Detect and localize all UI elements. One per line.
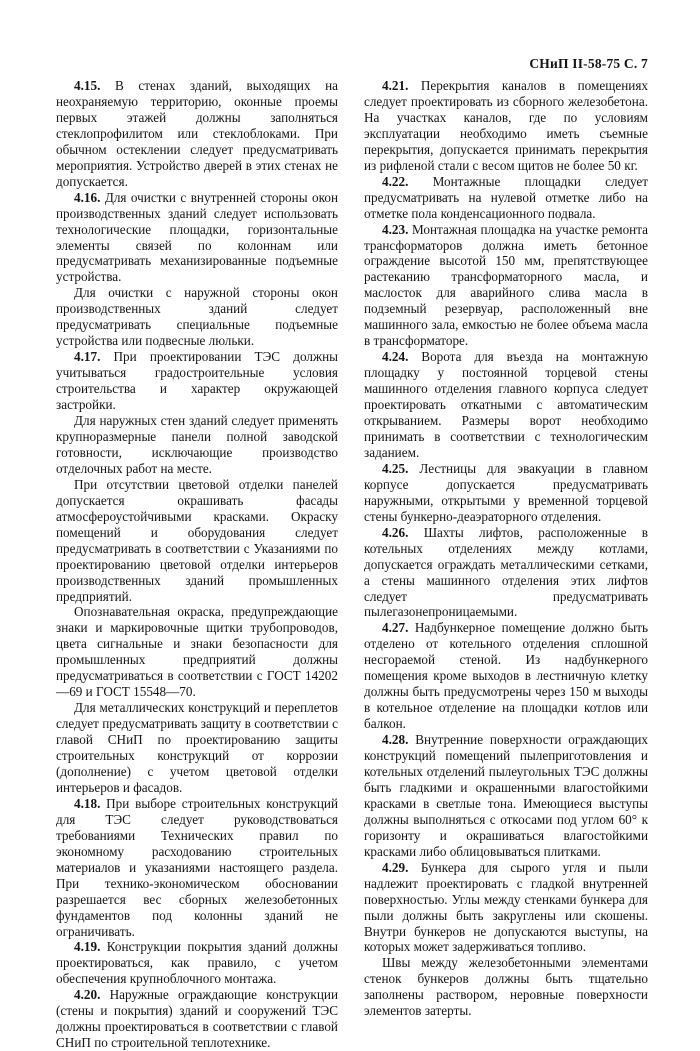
paragraph-text: Опознавательная окраска, предупреждающие знаки и маркировочные щитки трубопроводов, цвета сигнальные и знаки безопасности для промышленных предприятий должны предусматриваться в соответствии с ГОСТ 14202—69 и ГОСТ 15548—70.: [56, 604, 338, 700]
clause-number: 4.21.: [382, 78, 409, 93]
clause-number: 4.23.: [382, 221, 409, 237]
paragraph-4-17: [56, 349, 338, 413]
paragraph-text: При выборе строительных конструкций для ТЭС следует руководствоваться требованиями Технических правил по экономному расходованию строительных материалов и указаниями настоящего раздела. При технико-экономическом обосновании разрешается вес сборных железобетонных фундаментов под колонны зданий не ограничивать.: [56, 795, 339, 939]
paragraph-text: Шахты лифтов, расположенные в котельных отделениях между котлами, допускается ограждать металлическими сетками, а стены машинного отделения этих лифтов следует предусматривать пылегазонепроницаемыми.: [364, 524, 649, 620]
clause-number: 4.22.: [382, 173, 409, 189]
clause-number: 4.26.: [382, 524, 409, 540]
paragraph-4-21: [364, 78, 648, 174]
paragraph-text: Конструкции покрытия зданий должны проектироваться, как правило, с учетом обеспечения крупноблочного монтажа.: [56, 939, 338, 987]
paragraph-4-20: [56, 987, 338, 1051]
paragraph-4-29: [364, 860, 648, 956]
paragraph-4-27: [364, 620, 648, 732]
paragraph-text: Монтажная площадка на участке ремонта трансформаторов должна иметь бетонное ограждение высотой 150 мм, препятствующее растеканию трансформаторного масла, и маслосток для аварийного слива масла в подземный резервуар, расположенный вне машинного зала, емкостью не более объема масла в трансформаторе.: [364, 221, 649, 349]
paragraph-text: Наружные ограждающие конструкции (стены и покрытия) зданий и сооружений ТЭС должны проектироваться в соответствии с главой СНиП по строительной теплотехнике.: [56, 987, 339, 1051]
paragraph-text: Швы между железобетонными элементами стенок бункеров должны быть тщательно заполнены раствором, неровные поверхности элементов затерты.: [364, 955, 648, 1019]
paragraph: [364, 955, 648, 1019]
paragraph-text: При отсутствии цветовой отделки панелей допускается окрашивать фасады атмосфероустойчивыми красками. Окраску помещений и оборудования следует предусматривать в соответствии с Указаниями по проектированию цветовой отделки интерьеров производственных зданий промышленных предприятий.: [56, 476, 338, 604]
paragraph-4-22: [364, 174, 648, 222]
paragraph-4-26: [364, 525, 648, 621]
clause-number: 4.25.: [382, 460, 409, 476]
paragraph: [56, 285, 338, 349]
paragraph-text: Перекрытия каналов в помещениях следует проектировать из сборного железобетона. На участках каналов, где по условиям эксплуатации необходимо иметь съемные перекрытия, допускается принимать перекрытия из рифленой стали с весом щитов не более 50 кг.: [364, 78, 649, 173]
paragraph-4-24: [364, 349, 648, 461]
clause-number: 4.18.: [74, 795, 101, 811]
left-column: [56, 78, 338, 1051]
paragraph-text: Ворота для въезда на монтажную площадку у постоянной торцевой стены машинного отделения главного корпуса следует проектировать откатными с автоматическим открыванием. Размеры ворот необходимо принимать в соответствии с технологическим заданием.: [364, 349, 648, 460]
paragraph: [56, 604, 338, 700]
clause-number: 4.24.: [382, 349, 409, 365]
paragraph-4-19: [56, 939, 338, 987]
paragraph-text: Надбункерное помещение должно быть отделено от котельного отделения сплошной несгораемой стеной. Из надбункерного помещения кроме выходов в лестничную клетку должны быть предусмотрены через 150 м выходы в котельное отделение на площадки котлов или балкон.: [364, 620, 649, 732]
paragraph: [56, 700, 338, 796]
page-header: СНиП II-58-75 С. 7: [529, 56, 648, 71]
paragraph-text: Для очистки с наружной стороны окон производственных зданий следует предусматривать специальные подъемные устройства или подвесные люльки.: [56, 285, 338, 349]
paragraph-4-16: [56, 190, 338, 286]
clause-number: 4.27.: [382, 620, 409, 636]
paragraph-text: Монтажные площадки следует предусматривать на нулевой отметке либо на отметке пола конденсационного подвала.: [364, 173, 649, 221]
clause-number: 4.20.: [74, 987, 101, 1003]
paragraph: [56, 413, 338, 477]
paragraph-text: При проектировании ТЭС должны учитываться градостроительные условия строительства и характер окружающей застройки.: [56, 349, 338, 413]
paragraph-text: Для очистки с внутренней стороны окон производственных зданий следует использовать технологические площадки, горизонтальные элементы связей по колоннам или предусматривать механизированные подъемные устройства.: [56, 189, 338, 285]
paragraph-4-25: [364, 461, 648, 525]
paragraph-4-15: [56, 78, 338, 190]
clause-number: 4.19.: [74, 939, 101, 955]
clause-number: 4.17.: [74, 349, 101, 365]
right-column: [364, 78, 648, 1019]
paragraph-text: Лестницы для эвакуации в главном корпусе допускается предусматривать наружными, открытыми у временной торцевой стены бункерно-деаэраторного отделения.: [364, 460, 648, 524]
paragraph: [56, 477, 338, 605]
clause-number: 4.28.: [382, 732, 409, 748]
paragraph-text: Для металлических конструкций и переплетов следует предусматривать защиту в соответствии с главой СНиП по проектированию защиты строительных конструкций от коррозии (дополнение) с учетом цветовой отделки интерьеров и фасадов.: [56, 700, 338, 795]
clause-number: 4.16.: [74, 189, 101, 205]
paragraph-4-18: [56, 796, 338, 940]
paragraph-text: Для наружных стен зданий следует применять крупноразмерные панели полной заводской готовности, исключающие производство отделочных работ на месте.: [56, 413, 338, 476]
clause-number: 4.15.: [74, 78, 101, 93]
paragraph-4-23: [364, 222, 648, 350]
paragraph-text: В стенах зданий, выходящих на неохраняемую территорию, оконные проемы первых этажей должны заполняться стеклопрофилитом или стеклоблоками. При обычном остеклении следует предусматривать мероприятия. Устройство дверей в этих стенах не допускается.: [56, 78, 338, 189]
paragraph-4-28: [364, 732, 648, 860]
clause-number: 4.29.: [382, 859, 409, 875]
paragraph-text: Внутренние поверхности ограждающих конструкций помещений пылеприготовления и котельных отделений пылеугольных ТЭС должны быть гладкими и окрашенными влагостойкими красками в светлые тона. Имеющиеся выступы должны выполняться с откосами под углом 60° к горизонту и окрашиваться влагостойкими красками либо облицовываться плитками.: [364, 732, 649, 859]
paragraph-text: Бункера для сырого угля и пыли надлежит проектировать с гладкой внутренней поверхностью. Углы между стенками бункера для пыли должны быть закруглены или скошены. Внутри бункеров не допускаются выступы, на которых может задерживаться топливо.: [364, 859, 648, 955]
